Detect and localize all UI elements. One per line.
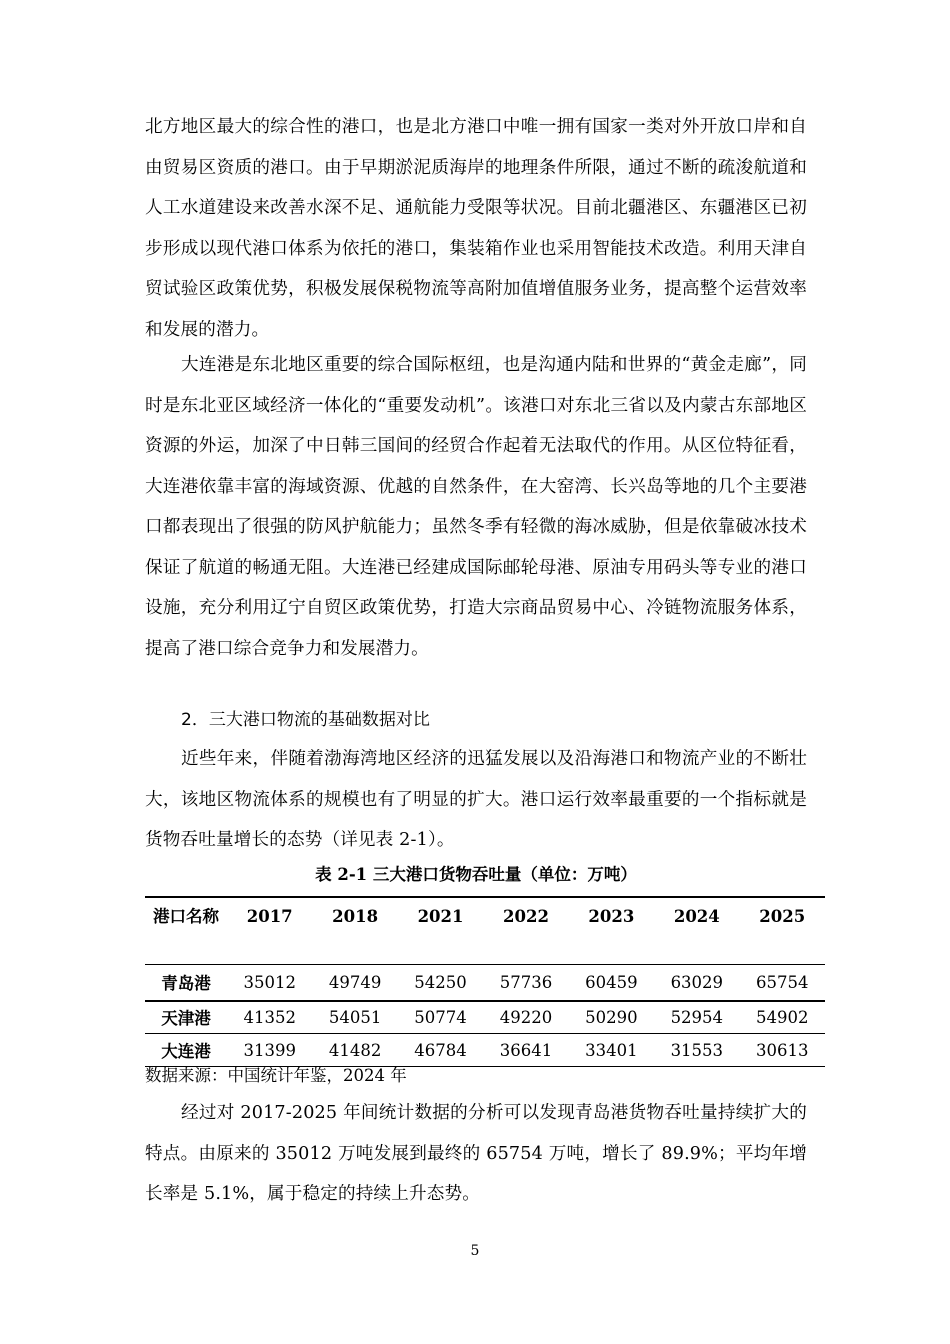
table-cell: 54051 (328, 1007, 382, 1027)
paragraph-dalian-port: 大连港是东北地区重要的综合国际枢纽，也是沟通内陆和世界的“黄金走廊”，同时是东北亚区域经济一体化的“重要发动机”。该港口对东北三省以及内蒙古东部地区资源的外运，加深了中日韩三国间的经贸合作起着无法取代的作用。从区位特征看，大连港依靠丰富的海域资源、优越的自然条件，在大窑湾、长兴岛等地的几个主要港口都表现出了很强的防风护航能力；虽然冬季有轻微的海冰威胁，但是依靠破冰技术保证了航道的畅通无阻。大连港已经建成国际邮轮母港、原油专用码头等专业的港口设施，充分利用辽宁自贸区政策优势，打造大宗商品贸易中心、冷链物流服务体系，提高了港口综合竞争力和发展潜力。 (145, 355, 807, 659)
table-cell: 46784 (414, 1040, 467, 1060)
header-year: 2021 (417, 907, 464, 926)
table-cell: 54250 (414, 972, 467, 992)
table-cell: 63029 (670, 972, 724, 992)
row-port-name: 青岛港 (161, 974, 211, 994)
header-year: 2017 (246, 907, 293, 926)
paragraph-qingdao-analysis: 经过对 2017-2025 年间统计数据的分析可以发现青岛港货物吞吐量持续扩大的特点。由原来的 35012 万吨发展到最终的 65754 万吨，增长了 89.9%；平均年增长率是 5.1%，属于稳定的持续上升态势。 (145, 1103, 807, 1204)
table-cell: 35012 (243, 972, 296, 992)
table-cell: 31399 (243, 1040, 296, 1060)
table-cell: 41482 (328, 1040, 382, 1060)
row-port-name: 天津港 (161, 1009, 211, 1029)
table-cell: 36641 (499, 1040, 553, 1060)
header-year: 2025 (759, 907, 806, 926)
header-year: 2022 (503, 907, 549, 926)
table-cell: 49749 (328, 972, 382, 992)
table-cell: 65754 (756, 972, 809, 992)
table-cell: 50774 (414, 1007, 467, 1027)
table-cell: 33401 (585, 1040, 638, 1060)
row-port-name: 大连港 (161, 1042, 211, 1061)
table-cell: 60459 (585, 972, 638, 992)
table-cell: 52954 (670, 1007, 724, 1027)
table-cell: 49220 (499, 1007, 553, 1027)
paragraph-data-comparison: 近些年来，伴随着渤海湾地区经济的迅猛发展以及沿海港口和物流产业的不断壮大，该地区物流体系的规模也有了明显的扩大。港口运行效率最重要的一个指标就是货物吞吐量增长的态势（详见表 2-1）。 (145, 749, 807, 850)
header-port-name: 港口名称 (153, 907, 219, 926)
table-cell: 50290 (585, 1007, 638, 1027)
paragraph-tianjin-port: 北方地区最大的综合性的港口，也是北方港口中唯一拥有国家一类对外开放口岸和自由贸易区资质的港口。由于早期淤泥质海岸的地理条件所限，通过不断的疏浚航道和人工水道建设来改善水深不足、通航能力受限等状况。目前北疆港区、东疆港区已初步形成以现代港口体系为依托的港口，集装箱作业也采用智能技术改造。利用天津自贸试验区政策优势，积极发展保税物流等高附加值增值服务业务，提高整个运营效率和发展的潜力。 (145, 117, 807, 340)
section-heading: 2．三大港口物流的基础数据对比 (181, 710, 430, 730)
page-number: 5 (470, 1243, 480, 1259)
table-header-row (145, 897, 825, 965)
header-year: 2023 (588, 907, 635, 926)
data-source-note: 数据来源：中国统计年鉴，2024 年 (145, 1066, 407, 1085)
table-row (145, 1001, 825, 1034)
table-cell: 41352 (243, 1007, 296, 1027)
table-row (145, 965, 825, 1001)
throughput-table (145, 896, 825, 1067)
header-year: 2024 (673, 907, 720, 926)
header-year: 2018 (332, 907, 379, 926)
table-cell: 54902 (756, 1007, 809, 1027)
table-cell: 30613 (756, 1040, 809, 1060)
table-caption: 表 2-1 三大港口货物吞吐量（单位：万吨） (315, 865, 637, 884)
table-cell: 31553 (670, 1040, 724, 1060)
table-cell: 57736 (499, 972, 553, 992)
